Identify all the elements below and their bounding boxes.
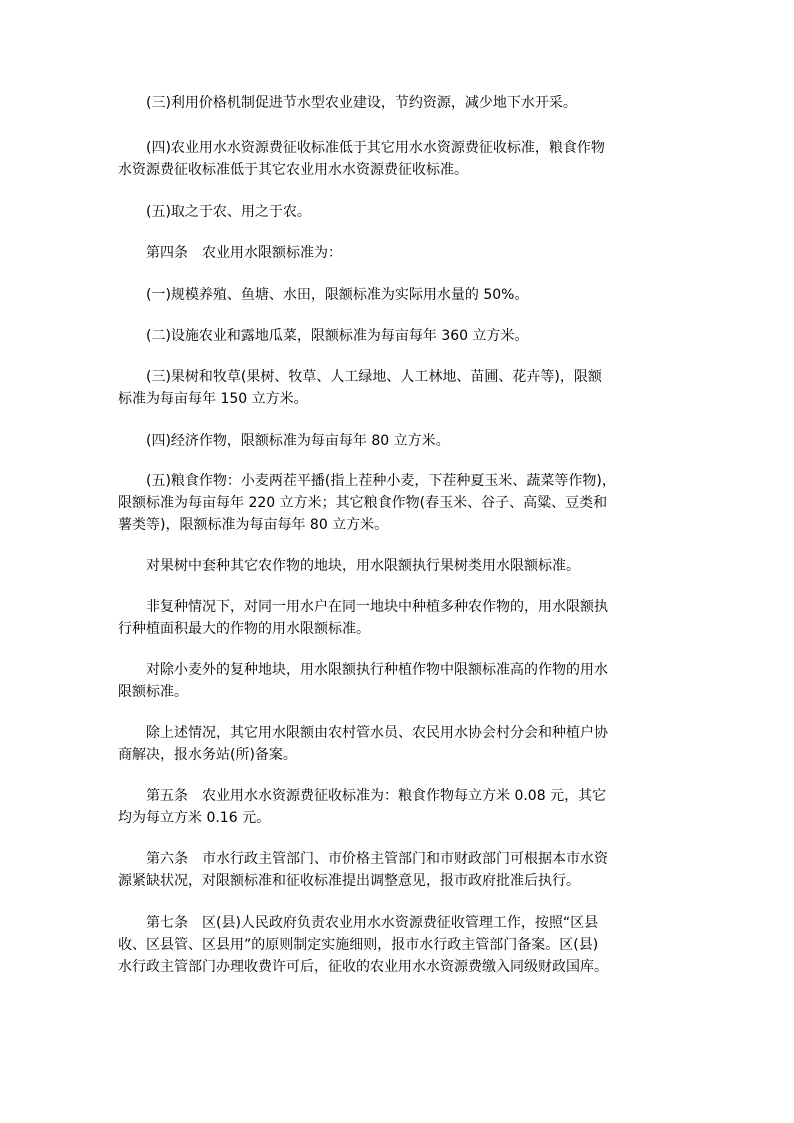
paragraph [118, 430, 678, 452]
paragraph [118, 92, 678, 114]
text-line: 源紧缺状况，对限额标准和征收标准提出调整意见，报市政府批准后执行。 [118, 873, 580, 889]
text-line: (三)果树和牧草(果树、牧草、人工绿地、人工林地、苗圃、花卉等)，限额 [118, 369, 602, 385]
text-line: 水行政主管部门办理收费许可后，征收的农业用水水资源费缴入同级财政国库。 [118, 959, 608, 975]
text-line: 标准为每亩每年 150 立方米。 [118, 391, 308, 407]
text-line: 第七条 区(县)人民政府负责农业用水水资源费征收管理工作，按照“区县 [118, 915, 599, 931]
text-line: 第四条 农业用水限额标准为： [118, 245, 342, 261]
text-line: 限额标准为每亩每年 220 立方米；其它粮食作物(春玉米、谷子、高粱、豆类和 [118, 495, 608, 511]
paragraph [118, 325, 678, 347]
text-line: 对果树中套种其它农作物的地块，用水限额执行果树类用水限额标准。 [118, 558, 580, 574]
paragraph [118, 470, 678, 536]
text-line: (五)取之于农、用之于农。 [118, 204, 311, 220]
paragraph [118, 785, 678, 829]
paragraph [118, 284, 678, 306]
text-line: (四)经济作物，限额标准为每亩每年 80 立方米。 [118, 433, 450, 449]
text-line: (五)粮食作物：小麦两茬平播(指上茬种小麦，下茬种夏玉米、蔬菜等作物)， [118, 473, 616, 489]
paragraph [118, 659, 678, 703]
text-line: 对除小麦外的复种地块，用水限额执行种植作物中限额标准高的作物的用水 [118, 662, 608, 678]
paragraph [118, 366, 678, 410]
paragraph [118, 912, 678, 978]
text-line: 收、区县管、区县用”的原则制定实施细则，报市水行政主管部门备案。区(县) [118, 937, 599, 953]
text-line: 限额标准。 [118, 684, 188, 700]
text-line: 除上述情况，其它用水限额由农村管水员、农民用水协会村分会和种植户协 [118, 725, 608, 741]
paragraph [118, 722, 678, 766]
text-line: (一)规模养殖、鱼塘、水田，限额标准为实际用水量的 50%。 [118, 287, 529, 303]
text-line: (二)设施农业和露地瓜菜，限额标准为每亩每年 360 立方米。 [118, 328, 529, 344]
paragraph [118, 848, 678, 892]
text-line: 行种植面积最大的作物的用水限额标准。 [118, 621, 370, 637]
paragraph [118, 137, 678, 181]
text-line: 薯类等)，限额标准为每亩每年 80 立方米。 [118, 517, 389, 533]
text-line: 第六条 市水行政主管部门、市价格主管部门和市财政部门可根据本市水资 [118, 851, 608, 867]
paragraph [118, 201, 678, 223]
text-line: 非复种情况下，对同一用水户在同一地块中种植多种农作物的，用水限额执 [118, 599, 608, 615]
text-line: 水资源费征收标准低于其它农业用水水资源费征收标准。 [118, 162, 468, 178]
text-line: 均为每立方米 0.16 元。 [118, 810, 271, 826]
paragraph [118, 596, 678, 640]
paragraph [118, 242, 678, 264]
text-line: 商解决，报水务站(所)备案。 [118, 747, 297, 763]
paragraph [118, 555, 678, 577]
text-line: (四)农业用水水资源费征收标准低于其它用水水资源费征收标准，粮食作物 [118, 140, 605, 156]
text-line: 第五条 农业用水水资源费征收标准为：粮食作物每立方米 0.08 元，其它 [118, 788, 607, 804]
text-line: (三)利用价格机制促进节水型农业建设，节约资源，减少地下水开采。 [118, 95, 577, 111]
